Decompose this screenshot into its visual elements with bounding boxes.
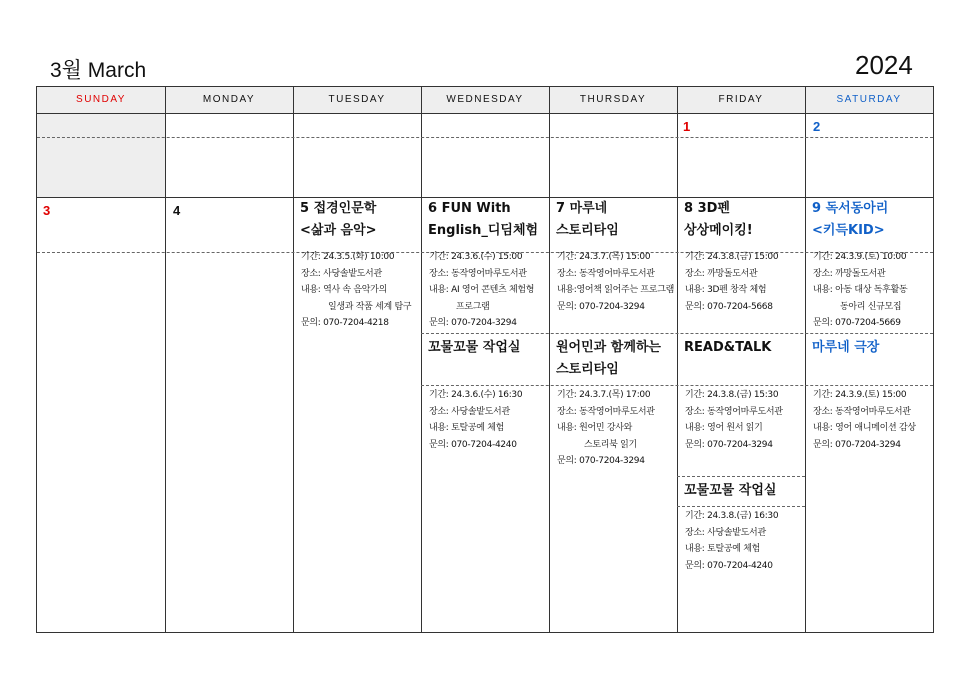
event-fri-2-details: 기간: 24.3.8.(금) 15:30 장소: 동작영어마루도서관 내용: 영어 원서 읽기 문의: 070-7204-3294	[685, 390, 783, 450]
event-fri-2-title: READ&TALK	[684, 340, 772, 355]
weekday-monday: MONDAY	[202, 94, 256, 105]
weekday-thursday: THURSDAY	[579, 94, 647, 105]
weekday-saturday: SATURDAY	[836, 94, 902, 105]
day-2: 2	[813, 119, 821, 134]
event-wed-details: 기간: 24.3.6.(수) 15:00 장소: 동작영어마루도서관 내용: AI 영어 콘텐츠 체험형 프로그램 문의: 070-7204-3294	[429, 252, 535, 328]
event-tue-details: 기간: 24.3.5.(화) 10:00 장소: 사당솔밭도서관 내용: 역사 속 음악가의 일생과 작품 세계 탐구 문의: 070-7204-4218	[301, 252, 412, 328]
day-1: 1	[683, 119, 691, 134]
event-sat-2-details: 기간: 24.3.9.(토) 15:00 장소: 동작영어마루도서관 내용: 영어 애니메이션 감상 문의: 070-7204-3294	[813, 390, 916, 450]
event-sat-details: 기간: 24.3.9.(토) 10:00 장소: 까망돌도서관 내용: 아동 대상 독후활동 동아리 신규모집 문의: 070-7204-5669	[813, 252, 908, 328]
event-fri-title: 8 3D펜 상상메이킹!	[684, 201, 753, 238]
event-thu-title: 7 마루네 스토리타임	[556, 201, 619, 238]
year-title: 2024	[855, 50, 913, 80]
event-fri-3-title: 꼬물꼬물 작업실	[684, 483, 777, 498]
event-fri-3-details: 기간: 24.3.8.(금) 16:30 장소: 사당솔밭도서관 내용: 토탈공예 체험 문의: 070-7204-4240	[685, 511, 779, 571]
event-wed-2-details: 기간: 24.3.6.(수) 16:30 장소: 사당솔밭도서관 내용: 토탈공예 체험 문의: 070-7204-4240	[429, 390, 523, 450]
event-sat-2-title: 마루네 극장	[812, 340, 880, 355]
weekday-friday: FRIDAY	[718, 94, 764, 105]
event-tue-title: 5 접경인문학 <삶과 음악>	[300, 201, 377, 238]
day-3: 3	[43, 203, 51, 218]
event-thu-details: 기간: 24.3.7.(목) 15:00 장소: 동작영어마루도서관 내용:영어책 읽어주는 프로그램 문의: 070-7204-3294	[557, 252, 674, 312]
event-wed-title: 6 FUN With English_디딤체험	[428, 201, 539, 238]
event-sat-title: 9 독서동아리 <키득KID>	[812, 201, 889, 238]
month-title: 3월 March	[50, 59, 147, 82]
weekday-sunday: SUNDAY	[76, 94, 126, 105]
prev-month-cell	[37, 113, 165, 197]
event-thu-2-details: 기간: 24.3.7.(목) 17:00 장소: 동작영어마루도서관 내용: 원어민 강사와 스토리북 읽기 문의: 070-7204-3294	[557, 390, 655, 466]
calendar-grid	[36, 86, 934, 633]
weekday-tuesday: TUESDAY	[328, 94, 386, 105]
weekday-wednesday: WEDNESDAY	[446, 94, 524, 105]
event-wed-2-title: 꼬물꼬물 작업실	[428, 340, 521, 355]
event-thu-2-title: 원어민과 함께하는 스토리타임	[556, 340, 661, 377]
event-fri-details: 기간: 24.3.8.(금) 15:00 장소: 까망돌도서관 내용: 3D펜 창작 체험 문의: 070-7204-5668	[685, 252, 779, 312]
day-4: 4	[173, 203, 181, 218]
